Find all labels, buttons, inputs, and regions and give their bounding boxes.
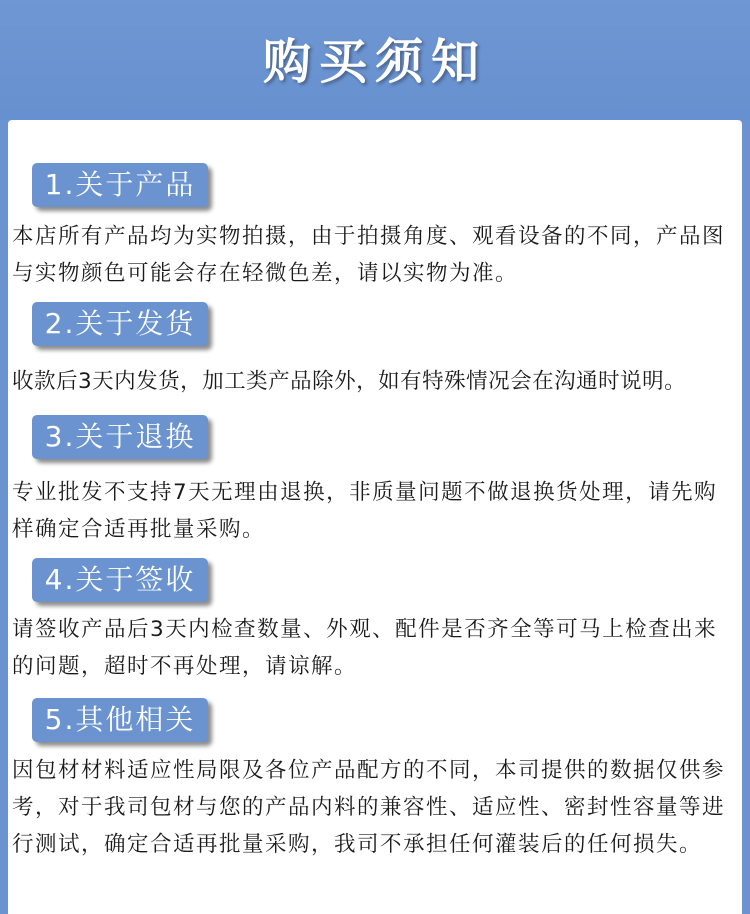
page-title: 购买须知 xyxy=(262,34,487,90)
section-body-receipt: 请签收产品后3天内检查数量、外观、配件是否齐全等可马上检查出来的问题，超时不再处理，请谅解。 xyxy=(12,617,718,679)
section-title-returns: 3.关于退换 xyxy=(32,415,208,459)
section-title-other: 5.其他相关 xyxy=(32,698,208,742)
header-banner xyxy=(0,0,750,120)
section-title-shipping: 2.关于发货 xyxy=(32,302,208,346)
section-title-receipt: 4.关于签收 xyxy=(32,558,208,602)
section-body-other: 因包材材料适应性局限及各位产品配方的不同，本司提供的数据仅供参考，对于我司包材与您的产品内料的兼容性、适应性、密封性容量等进行测试，确定合适再批量采购，我司不承担任何灌装后的任何损失。 xyxy=(12,758,726,857)
section-body-shipping: 收款后3天内发货，加工类产品除外，如有特殊情况会在沟通时说明。 xyxy=(12,369,687,394)
section-body-returns: 专业批发不支持7天无理由退换，非质量问题不做退换货处理，请先购样确定合适再批量采购。 xyxy=(12,480,718,542)
section-body-product: 本店所有产品均为实物拍摄，由于拍摄角度、观看设备的不同，产品图与实物颜色可能会存在轻微色差，请以实物为准。 xyxy=(12,224,726,286)
section-title-product: 1.关于产品 xyxy=(32,163,208,207)
